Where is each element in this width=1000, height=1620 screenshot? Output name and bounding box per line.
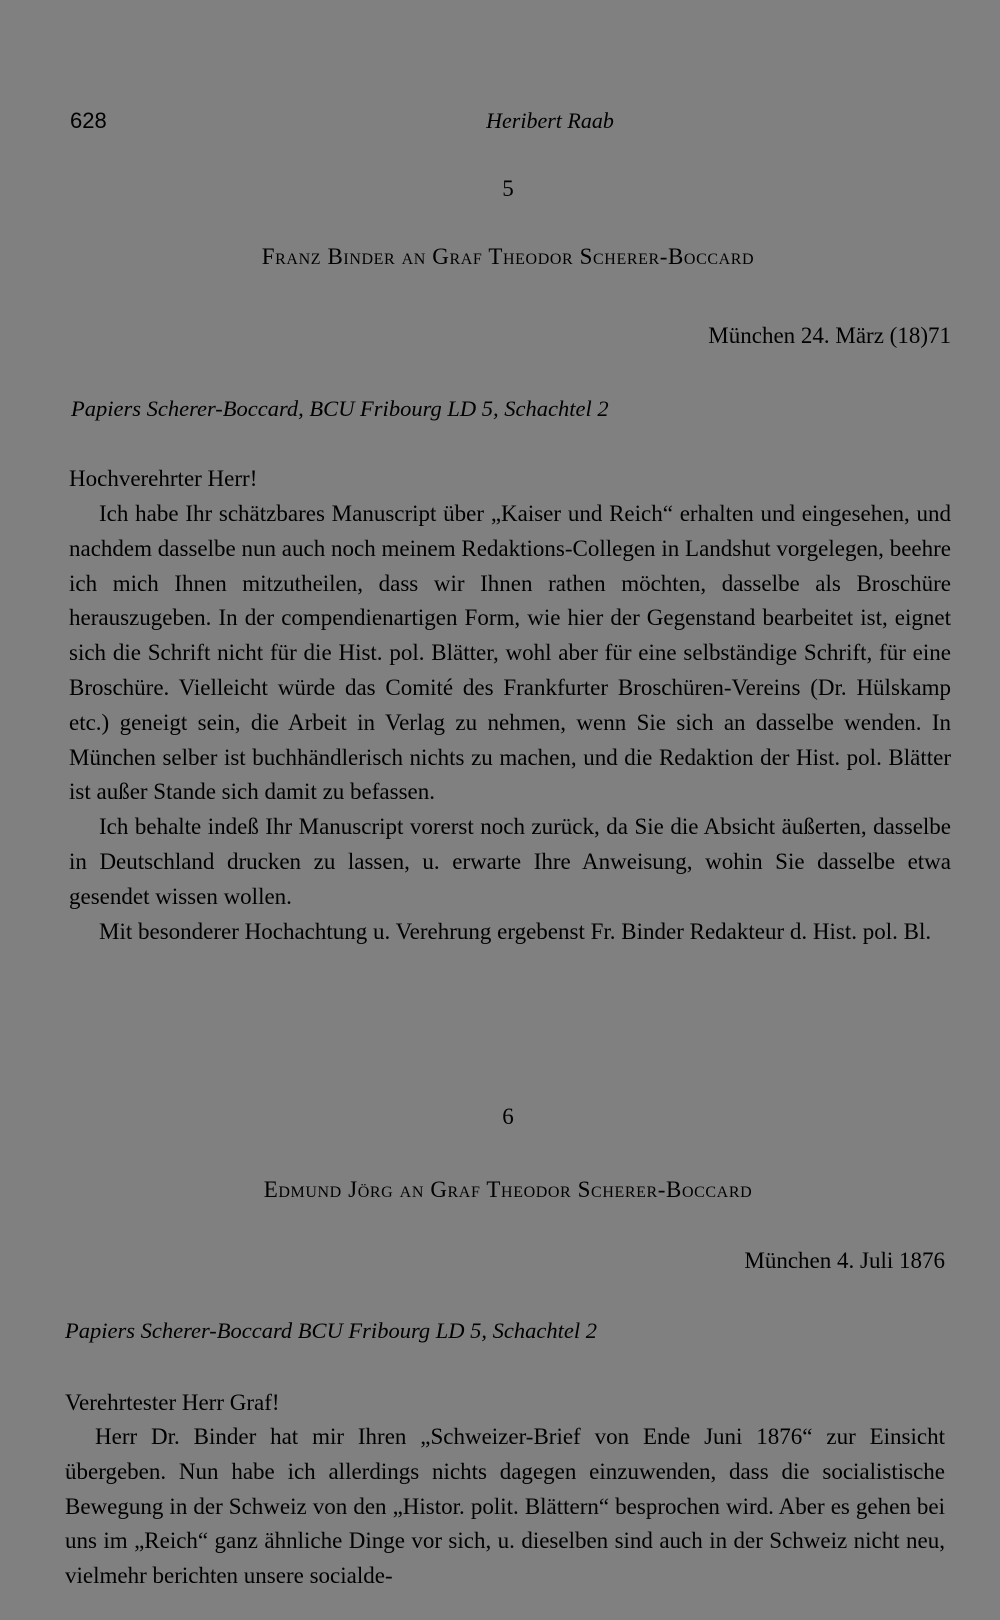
letter-paragraph: Mit besonderer Hochachtung u. Verehrung ergebenst Fr. Binder Redakteur d. Hist. pol. Bl. — [99, 918, 932, 944]
archival-source: Papiers Scherer-Boccard BCU Fribourg LD 5, Schachtel 2 — [65, 1318, 597, 1343]
letter-dateline: München 4. Juli 1876 — [744, 1248, 945, 1273]
running-title: Heribert Raab — [486, 108, 614, 133]
letter-heading: Franz Binder an Graf Theodor Scherer-Boccard — [261, 244, 755, 269]
letter-body — [65, 1420, 945, 1594]
letter-number: 6 — [502, 1104, 514, 1129]
letter-paragraph: Ich habe Ihr schätzbares Manuscript über „Kaiser und Reich“ erhalten und eingesehen, und nachdem dasselbe nun auch noch meinem Redaktions-Collegen in Landshut vorgelegen, beehre ich mich Ihnen mitzutheilen, dass wir Ihnen rathen möchten, dasselbe als Broschüre herauszugeben. In der compendienartigen Form, wie hier der Gegenstand bearbeitet ist, eignet sich die Schrift nicht für die Hist. pol. Blätter, wohl aber für eine selbständige Schrift, für eine Broschüre. Vielleicht würde das Comité des Frankfurter Broschüren-Vereins (Dr. Hülskamp etc.) geneigt sein, die Arbeit in Verlag zu nehmen, wenn Sie sich an dasselbe wenden. In München selber ist buchhändlerisch nichts zu machen, und die Redaktion der Hist. pol. Blätter ist außer Stande sich damit zu befassen. — [69, 501, 951, 805]
archival-source: Papiers Scherer-Boccard, BCU Fribourg LD 5, Schachtel 2 — [71, 396, 609, 421]
letter-salutation: Hochverehrter Herr! — [69, 466, 258, 491]
letter-salutation: Verehrtester Herr Graf! — [65, 1390, 280, 1415]
running-header — [70, 108, 950, 138]
letter-paragraph: Ich behalte indeß Ihr Manuscript vorerst noch zurück, da Sie die Absicht äußerten, dasselbe in Deutschland drucken zu lassen, u. erwarte Ihre Anweisung, wohin Sie dasselbe etwa gesendet wissen wollen. — [69, 814, 951, 909]
letter-number: 5 — [502, 176, 514, 201]
letter-paragraph: Herr Dr. Binder hat mir Ihren „Schweizer-Brief von Ende Juni 1876“ zur Einsicht übergeben. Nun habe ich allerdings nichts dagegen einzuwenden, dass die socialistische Bewegung in der Schweiz von den „Histor. polit. Blättern“ besprochen wird. Aber es gehen bei uns im „Reich“ ganz ähnliche Dinge vor sich, u. dieselben sind auch in der Schweiz nicht neu, vielmehr berichten unsere socialde- — [65, 1424, 945, 1589]
letter-dateline: München 24. März (18)71 — [708, 323, 951, 348]
page-number: 628 — [70, 108, 107, 133]
letter-heading: Edmund Jörg an Graf Theodor Scherer-Boccard — [263, 1177, 753, 1202]
letter-body — [69, 497, 951, 949]
